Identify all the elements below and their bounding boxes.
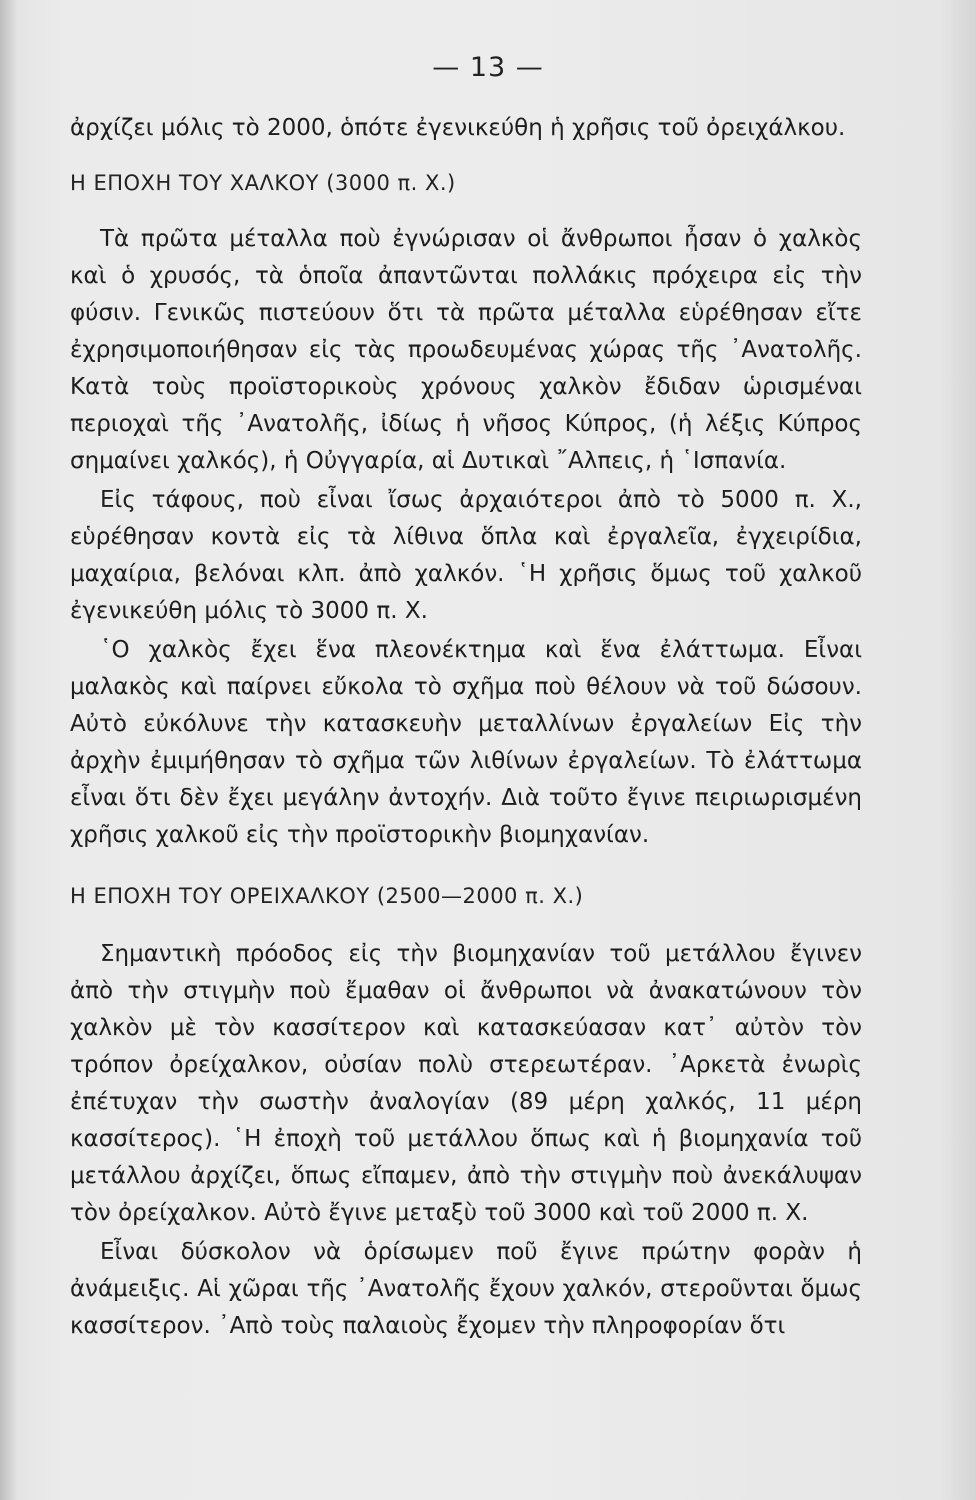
section-heading-bronze-age: Η ΕΠΟΧΗ ΤΟΥ ΟΡΕΙΧΑΛΚΟΥ (2500—2000 π. Χ.) <box>70 884 584 908</box>
paragraph-mixing-origin: Εἶναι δύσκολον νὰ ὁρίσωμεν ποῦ ἔγινε πρώτην φορὰν ἡ ἀνάμειξις. Αἱ χῶραι τῆς ᾿Ανατολῆς ἔχουν χαλκόν, στεροῦνται ὅμως κασσίτερον. ᾿Απὸ τοὺς παλαιοὺς ἔχομεν τὴν πληροφορίαν ὅτι <box>70 1239 862 1339</box>
paragraph-tombs: Εἰς τάφους, ποὺ εἶναι ἴσως ἀρχαιότεροι ἀπὸ τὸ 5000 π. Χ., εὑρέθησαν κοντὰ εἰς τὰ λίθινα ὅπλα καὶ ἐργαλεῖα, ἐγχειρίδια, μαχαίρια, βελόναι κλπ. ἀπὸ χαλκόν. ῾Η χρῆσις ὅμως τοῦ χαλκοῦ ἐγενικεύθη μόλις τὸ 3000 π. Χ. <box>70 487 862 624</box>
section-heading-bronze-age-copper: Η ΕΠΟΧΗ ΤΟΥ ΧΑΛΚΟΥ (3000 π. Χ.) <box>70 171 456 195</box>
paragraph-first-metals: Τὰ πρῶτα μέταλλα ποὺ ἐγνώρισαν οἱ ἄνθρωποι ἦσαν ὁ χαλκὸς καὶ ὁ χρυσός, τὰ ὁποῖα ἀπαντῶνται πολλάκις πρόχειρα εἰς τὴν φύσιν. Γενικῶς πιστεύουν ὅτι τὰ πρῶτα μέταλλα εὑρέθησαν εἴτε ἐχρησιμοποιήθησαν εἰς τὰς προωδευμένας χώρας τῆς ᾿Ανατολῆς. Κατὰ τοὺς προϊστορικοὺς χρόνους χαλκὸν ἔδιδαν ὡρισμέναι περιοχαὶ τῆς ᾿Ανατολῆς, ἰδίως ἡ νῆσος Κύπρος, (ἡ λέξις Κύπρος σημαίνει χαλκός), ἡ Οὐγγαρία, αἱ Δυτικαὶ ῎Αλπεις, ἡ ῾Ισπανία. <box>70 226 862 474</box>
paragraph-bronze-progress: Σημαντικὴ πρόοδος εἰς τὴν βιομηχανίαν τοῦ μετάλλου ἔγινεν ἀπὸ τὴν στιγμὴν ποὺ ἔμαθαν οἱ ἄνθρωποι νὰ ἀνακατώνουν τὸν χαλκὸν μὲ τὸν κασσίτερον καὶ κατασκεύασαν κατ᾿ αὐτὸν τὸν τρόπον ὀρείχαλκον, οὐσίαν πολὺ στερεωτέραν. ᾿Αρκετὰ ἐνωρὶς ἐπέτυχαν τὴν σωστὴν ἀναλογίαν (89 μέρη χαλκός, 11 μέρη κασσίτερος). ῾Η ἐποχὴ τοῦ μετάλλου ὅπως καὶ ἡ βιομηχανία τοῦ μετάλλου ἀρχίζει, ὅπως εἴπαμεν, ἀπὸ τὴν στιγμὴν ποὺ ἀνεκάλυψαν τὸν ὀρείχαλκον. Αὐτὸ ἔγινε μεταξὺ τοῦ 3000 καὶ τοῦ 2000 π. Χ. <box>70 941 862 1226</box>
page-number: — 13 — <box>432 52 544 83</box>
page-body <box>70 110 862 1345</box>
paragraph-copper-properties: ῾Ο χαλκὸς ἔχει ἕνα πλεονέκτημα καὶ ἕνα ἐλάττωμα. Εἶναι μαλακὸς καὶ παίρνει εὔκολα τὸ σχῆμα ποὺ θέλουν νὰ τοῦ δώσουν. Αὐτὸ εὐκόλυνε τὴν κατασκευὴν μεταλλίνων ἐργαλείων Εἰς τὴν ἀρχὴν ἐμιμήθησαν τὸ σχῆμα τῶν λιθίνων ἐργαλείων. Τὸ ἐλάττωμα εἶναι ὅτι δὲν ἔχει μεγάλην ἀντοχήν. Διὰ τοῦτο ἔγινε πειριωρισμένη χρῆσις χαλκοῦ εἰς τὴν προϊστορικὴν βιομηχανίαν. <box>70 637 862 848</box>
paragraph-continued: ἀρχίζει μόλις τὸ 2000, ὁπότε ἐγενικεύθη ἡ χρῆσις τοῦ ὀρειχάλκου. <box>70 115 846 141</box>
